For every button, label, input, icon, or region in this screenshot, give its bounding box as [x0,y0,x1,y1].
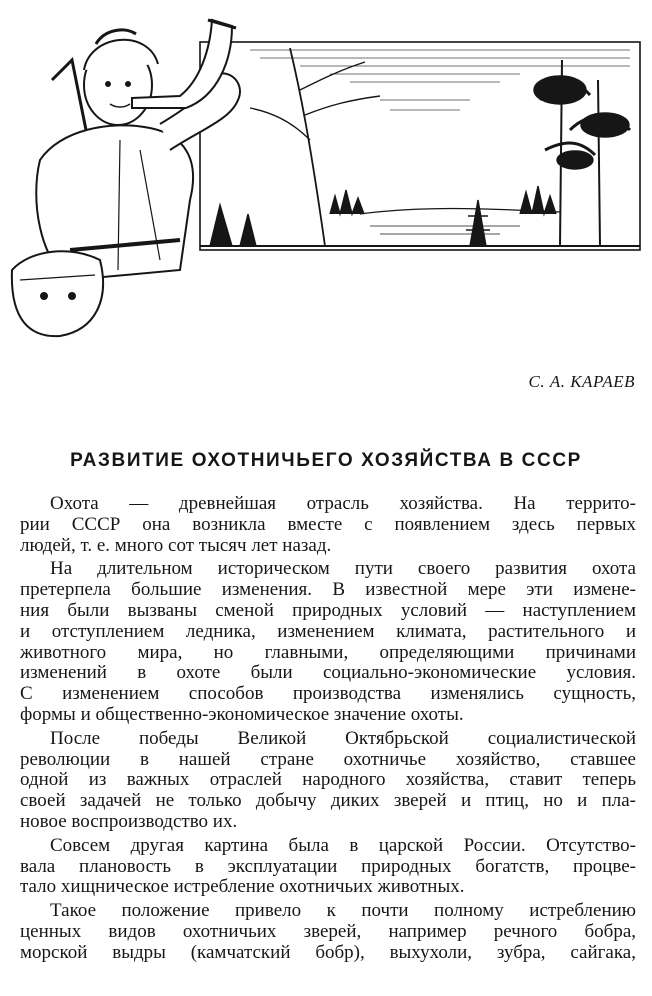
text-line: Охота — древнейшая отрасль хозяйства. На террито- [50,493,636,514]
landscape [200,42,640,250]
text-line: своей задачей не только добычу диких зверей и птиц, но и пла- [20,790,636,812]
text-line: новое воспроизводство их. [20,810,238,832]
paragraph [20,494,636,556]
hunter-illustration [0,0,652,345]
text-line: ния были вызваны сменой природных условий — наступлением [20,599,636,621]
text-line: После победы Великой Октябрьской социалистической [50,727,636,749]
text-line: Совсем другая картина была в царской России. Отсутство- [50,834,636,856]
text-line: животного мира, но главными, определяющими причинами [20,641,636,663]
text-line: одной из важных отраслей народного хозяйства, ставит теперь [20,769,636,791]
text-line: Такое положение привело к почти полному истреблению [50,900,636,922]
text-line: и отступлением ледника, изменением климата, растительного и [20,620,636,642]
text-line: людей, т. е. много сот тысяч лет назад. [20,534,332,556]
paragraph [20,559,636,725]
hunter [12,20,240,336]
author-name: С. А. КАРАЕВ [528,372,635,391]
text-line: революции в нашей стране охотничье хозяйство, ставшее [20,748,636,770]
text-line: изменений в охоте были социально-экономические условия. [20,662,636,684]
text-line: формы и общественно-экономическое значение охоты. [20,703,464,725]
paragraph [20,901,636,963]
text-line: рии СССР она возникла вместе с появлением здесь первых [20,513,636,535]
paragraph [20,729,636,833]
paragraph [20,836,636,898]
text-line: ценных видов охотничьих зверей, например речного бобра, [20,920,636,942]
text-line: С изменением способов производства изменялись сущность, [20,683,636,705]
article-body [20,494,636,967]
text-line: вала плановость в эксплуатации природных богатств, процве- [20,855,636,877]
text-line: морской выдры (камчатский бобр), выхухоли, зубра, сайгака, [20,941,636,963]
text-line: претерпела большие изменения. В известной мере эти измене- [20,579,636,601]
text-line: тало хищническое истребление охотничьих животных. [20,876,465,898]
text-line: На длительном историческом пути своего развития охота [50,558,636,580]
article-title: РАЗВИТИЕ ОХОТНИЧЬЕГО ХОЗЯЙСТВА В СССР [70,450,582,471]
